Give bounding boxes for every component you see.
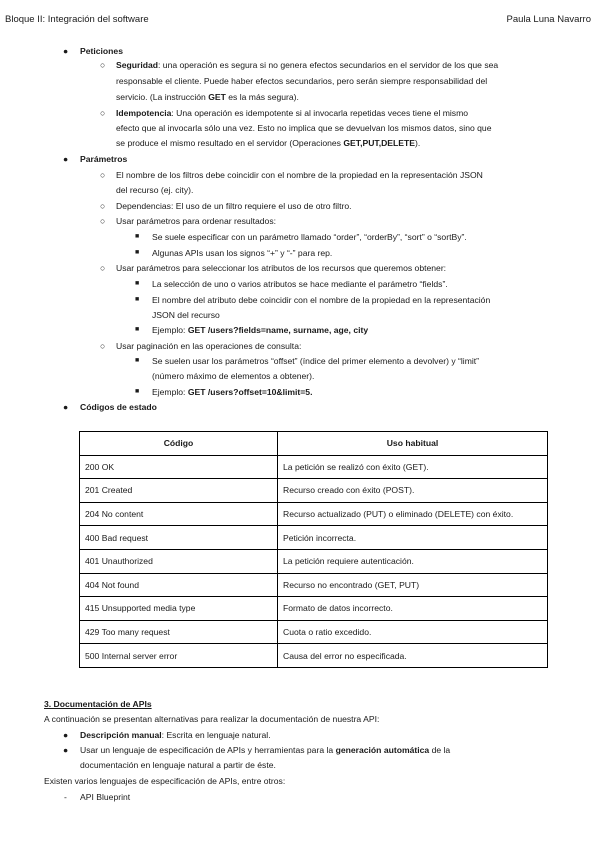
status-code-cell: 400 Bad request	[80, 526, 278, 550]
status-code-cell: 404 Not found	[80, 573, 278, 597]
status-usage-cell: Cuota o ratio excedido.	[278, 620, 548, 644]
parametros-item-5-sub-1-line-1: Se suelen usar los parámetros “offset” (índice del primer elemento a devolver) y “limit”	[152, 356, 480, 366]
bullet-square-icon: ■	[135, 233, 140, 240]
status-usage-cell: Recurso no encontrado (GET, PUT)	[278, 573, 548, 597]
status-usage-cell: Recurso actualizado (PUT) o eliminado (DELETE) con éxito.	[278, 502, 548, 526]
status-usage-cell: Causa del error no especificada.	[278, 644, 548, 668]
parametros-item-4-sub-2-line-2: JSON del recurso	[152, 310, 220, 320]
idempotencia-line-1: Idempotencia: Una operación es idempotente si al invocarla repetidas veces tiene el mismo	[116, 108, 469, 118]
bullet-hollow-icon: ○	[100, 60, 106, 70]
table-row	[80, 479, 548, 503]
seguridad-line-1: Seguridad: una operación es segura si no genera efectos secundarios en el servidor de los que sea	[116, 60, 499, 70]
table-row	[80, 620, 548, 644]
status-usage-cell: La petición requiere autenticación.	[278, 549, 548, 573]
peticiones-title: Peticiones	[80, 46, 123, 56]
parametros-item-3-sub-1: Se suele especificar con un parámetro llamado “order”, “orderBy”, “sort” o “sortBy”.	[152, 232, 467, 242]
parametros-item-1-line-1: El nombre de los filtros debe coincidir con el nombre de la propiedad en la representación JSON	[116, 170, 483, 180]
parametros-item-3-sub-2: Algunas APIs usan los signos “+” y “-” para rep.	[152, 248, 333, 258]
status-usage-cell: La petición se realizó con éxito (GET).	[278, 455, 548, 479]
status-code-cell: 415 Unsupported media type	[80, 597, 278, 621]
bullet-filled-icon: ●	[63, 402, 69, 412]
table-row	[80, 573, 548, 597]
header-left: Bloque II: Integración del software	[5, 14, 149, 25]
bullet-square-icon: ■	[135, 388, 140, 395]
parametros-item-4: Usar parámetros para seleccionar los atributos de los recursos que queremos obtener:	[116, 263, 447, 273]
documentacion-lenguaje-line-1: Usar un lenguaje de especificación de APIs y herramientas para la generación automática de la	[80, 745, 451, 755]
bullet-filled-icon: ●	[63, 154, 69, 164]
status-code-cell: 200 OK	[80, 455, 278, 479]
header-author: Paula Luna Navarro	[506, 14, 591, 25]
bullet-filled-icon: ●	[63, 46, 69, 56]
documentacion-title: 3. Documentación de APIs	[44, 699, 152, 709]
bullet-hollow-icon: ○	[100, 216, 106, 226]
table-row	[80, 549, 548, 573]
bullet-hollow-icon: ○	[100, 201, 106, 211]
status-code-cell: 401 Unauthorized	[80, 549, 278, 573]
parametros-item-5-sub-2: Ejemplo: GET /users?offset=10&limit=5.	[152, 387, 313, 397]
documentacion-existen: Existen varios lenguajes de especificación de APIs, entre otros:	[44, 776, 286, 786]
documentacion-manual: Descripción manual: Escrita en lenguaje natural.	[80, 730, 271, 740]
bullet-dash-icon: -	[64, 792, 67, 802]
table-row	[80, 644, 548, 668]
bullet-square-icon: ■	[135, 326, 140, 333]
status-usage-cell: Formato de datos incorrecto.	[278, 597, 548, 621]
documentacion-lenguaje-line-2: documentación en lenguaje natural a partir de éste.	[80, 760, 276, 770]
status-usage-cell: Recurso creado con éxito (POST).	[278, 479, 548, 503]
table-header-row	[80, 432, 548, 456]
documentacion-intro: A continuación se presentan alternativas para realizar la documentación de nuestra API:	[44, 714, 380, 724]
parametros-title: Parámetros	[80, 154, 128, 164]
status-code-cell: 429 Too many request	[80, 620, 278, 644]
table-header-cell: Código	[80, 432, 278, 456]
parametros-item-5: Usar paginación en las operaciones de consulta:	[116, 341, 302, 351]
status-codes-table	[79, 431, 548, 668]
table-row	[80, 502, 548, 526]
codigos-title: Códigos de estado	[80, 402, 157, 412]
table-row	[80, 526, 548, 550]
parametros-item-4-sub-3: Ejemplo: GET /users?fields=name, surname, age, city	[152, 325, 369, 335]
bullet-filled-icon: ●	[63, 745, 69, 755]
parametros-item-4-sub-1: La selección de uno o varios atributos se hace mediante el parámetro “fields”.	[152, 279, 448, 289]
status-code-cell: 201 Created	[80, 479, 278, 503]
documentacion-blueprint: API Blueprint	[80, 792, 131, 802]
bullet-square-icon: ■	[135, 296, 140, 303]
parametros-item-2: Dependencias: El uso de un filtro requiere el uso de otro filtro.	[116, 201, 352, 211]
parametros-item-1-line-2: del recurso (ej. city).	[116, 185, 194, 195]
table-header-cell: Uso habitual	[278, 432, 548, 456]
bullet-square-icon: ■	[135, 249, 140, 256]
bullet-square-icon: ■	[135, 280, 140, 287]
seguridad-line-3: servicio. (La instrucción GET es la más segura).	[116, 92, 299, 102]
bullet-hollow-icon: ○	[100, 108, 106, 118]
status-code-cell: 500 Internal server error	[80, 644, 278, 668]
bullet-hollow-icon: ○	[100, 341, 106, 351]
status-usage-cell: Petición incorrecta.	[278, 526, 548, 550]
bullet-filled-icon: ●	[63, 730, 69, 740]
parametros-item-5-sub-1-line-2: (número máximo de elementos a obtener).	[152, 371, 315, 381]
parametros-item-3: Usar parámetros para ordenar resultados:	[116, 216, 277, 226]
parametros-item-4-sub-2-line-1: El nombre del atributo debe coincidir con el nombre de la propiedad en la representación	[152, 295, 491, 305]
status-code-cell: 204 No content	[80, 502, 278, 526]
bullet-square-icon: ■	[135, 357, 140, 364]
table-row	[80, 455, 548, 479]
idempotencia-line-3: se produce el mismo resultado en el servidor (Operaciones GET,PUT,DELETE).	[116, 138, 421, 148]
table-body	[80, 455, 548, 667]
seguridad-line-2: responsable el cliente. Puede haber efectos secundarios, pero serán siempre responsabilidad del	[116, 76, 488, 86]
table-row	[80, 597, 548, 621]
bullet-hollow-icon: ○	[100, 263, 106, 273]
bullet-hollow-icon: ○	[100, 170, 106, 180]
idempotencia-line-2: efecto que al invocarla sólo una vez. Esto no implica que se devuelvan los mismos datos, sino que	[116, 123, 492, 133]
